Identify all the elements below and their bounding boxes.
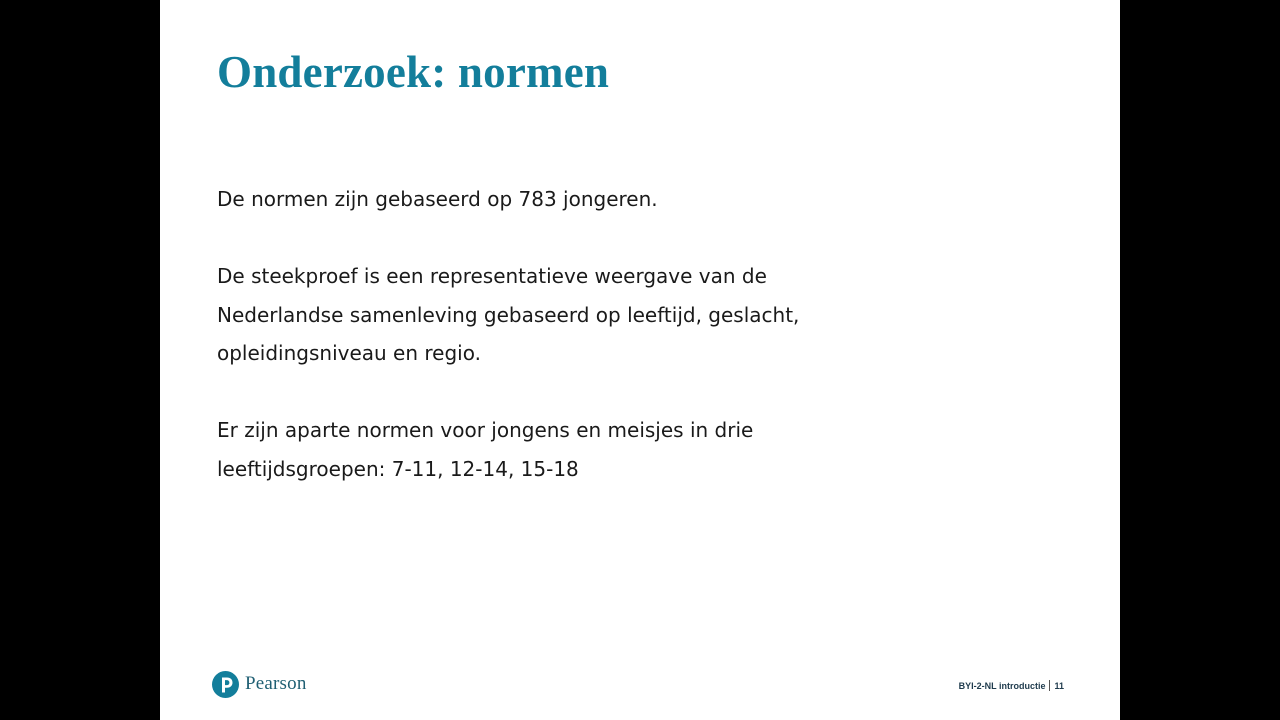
slide-title: Onderzoek: normen — [217, 47, 610, 97]
logo-wordmark: Pearson — [245, 673, 307, 694]
page-number: 11 — [1054, 680, 1064, 691]
pearson-p-icon — [212, 671, 239, 698]
text-line: De normen zijn gebaseerd op 783 jongeren. — [217, 187, 658, 211]
paragraph-representative-sample — [217, 257, 857, 373]
text-line: opleidingsniveau en regio. — [217, 341, 481, 365]
text-line: leeftijdsgroepen: 7-11, 12-14, 15-18 — [217, 456, 579, 481]
pearson-logo — [212, 669, 307, 699]
text-line: De steekproef is een representatieve weergave van de — [217, 264, 767, 288]
slide-body — [217, 180, 857, 488]
paragraph-age-groups — [217, 411, 857, 488]
slide-footer — [959, 680, 1064, 691]
footer-label: BYI-2-NL introductie — [958, 680, 1046, 691]
slide — [160, 0, 1120, 720]
footer-divider — [1049, 680, 1050, 691]
text-line: Er zijn aparte normen voor jongens en meisjes in drie — [217, 418, 754, 442]
paragraph-sample-size — [217, 180, 857, 219]
text-line: Nederlandse samenleving gebaseerd op leeftijd, geslacht, — [217, 302, 800, 327]
